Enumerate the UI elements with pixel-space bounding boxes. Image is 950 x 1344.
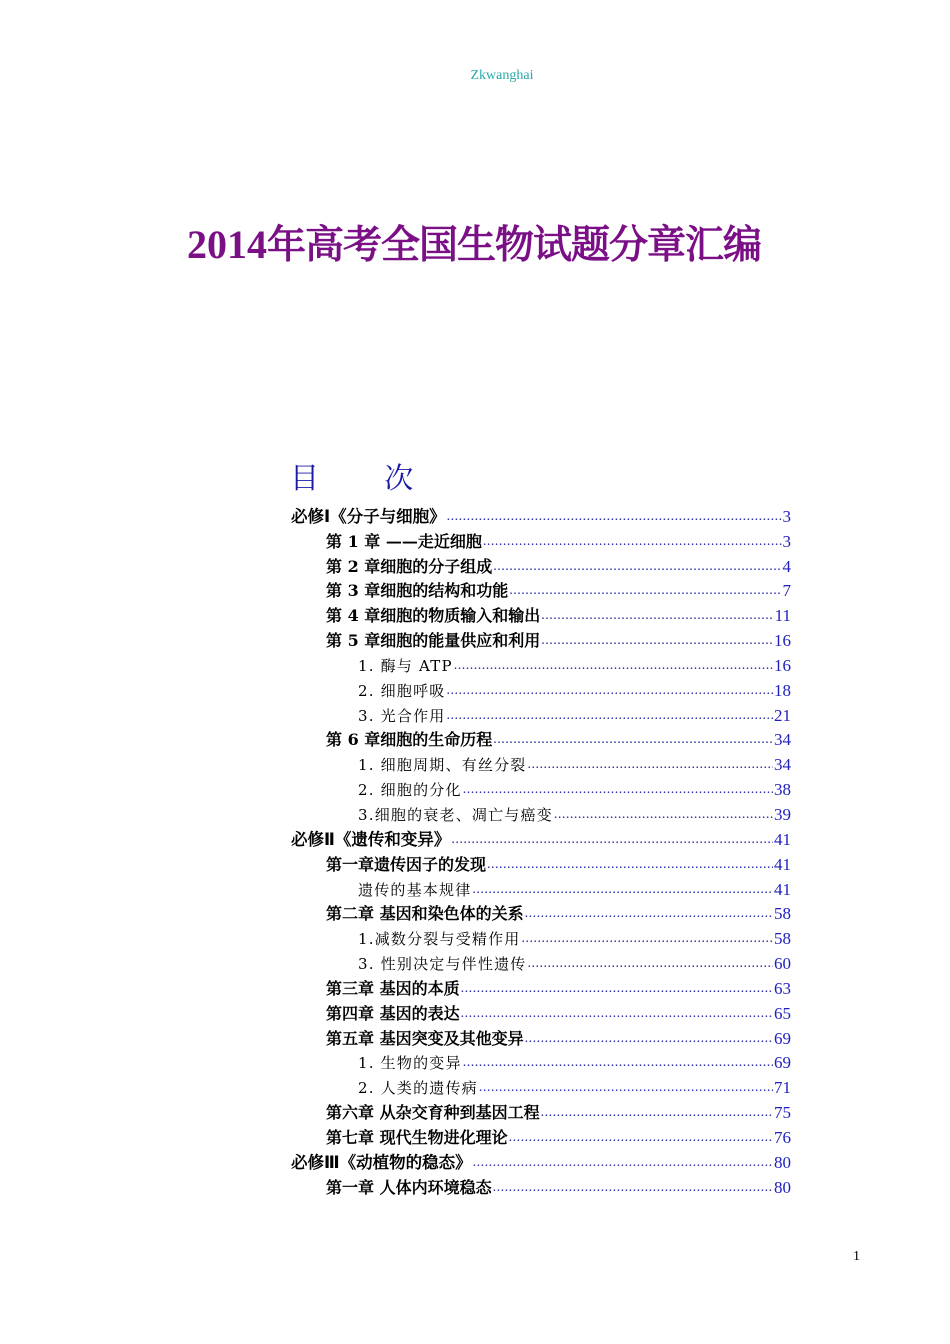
toc-leader-dots <box>493 557 781 577</box>
toc-entry-page: 16 <box>774 655 791 675</box>
toc-entry[interactable] <box>291 999 791 1024</box>
toc-entry-page: 3 <box>782 531 791 551</box>
toc-entry[interactable] <box>291 1024 791 1049</box>
toc-entry[interactable] <box>291 1148 791 1173</box>
toc-leader-dots <box>479 1078 773 1098</box>
toc-entry-label: 第 1 章 ——走近细胞 <box>326 531 482 551</box>
toc-entry-label: 必修Ⅰ《分子与细胞》 <box>291 506 446 526</box>
toc-entry-label: 必修Ⅲ《动植物的稳态》 <box>291 1152 472 1172</box>
toc-entry[interactable] <box>291 1073 791 1098</box>
toc-leader-dots <box>461 1004 773 1024</box>
toc-entry-label: 2. 细胞的分化 <box>358 781 462 800</box>
toc-entry[interactable] <box>291 825 791 850</box>
toc-entry[interactable] <box>291 775 791 800</box>
toc-entry[interactable] <box>291 527 791 552</box>
page-number: 1 <box>853 1249 860 1264</box>
toc-entry[interactable] <box>291 1173 791 1198</box>
toc-entry-label: 第七章 现代生物进化理论 <box>326 1127 508 1147</box>
toc-leader-dots <box>541 631 773 651</box>
toc-entry-label: 第一章 人体内环境稳态 <box>326 1177 492 1197</box>
toc-entry-label: 第三章 基因的本质 <box>326 978 460 998</box>
toc-leader-dots <box>527 954 773 974</box>
toc-leader-dots <box>454 656 773 676</box>
toc-entry-page: 7 <box>782 581 791 601</box>
toc-entry-page: 11 <box>774 606 791 626</box>
toc-entry-page: 71 <box>774 1078 791 1098</box>
toc-entry-page: 3 <box>782 506 791 526</box>
toc-entry[interactable] <box>291 949 791 974</box>
toc-leader-dots <box>509 1128 773 1148</box>
toc-entry-label: 2. 人类的遗传病 <box>358 1079 478 1098</box>
toc-entry-page: 38 <box>774 780 791 800</box>
toc-entry[interactable] <box>291 974 791 999</box>
toc-leader-dots <box>522 929 773 949</box>
toc-leader-dots <box>554 805 773 825</box>
toc-entry-label: 1. 生物的变异 <box>358 1054 462 1073</box>
toc-entry-page: 58 <box>774 929 791 949</box>
toc-entry-label: 第二章 基因和染色体的关系 <box>326 904 524 924</box>
toc-entry-page: 41 <box>774 829 791 849</box>
toc-leader-dots <box>463 1053 773 1073</box>
toc-leader-dots <box>541 606 773 626</box>
toc-entry[interactable] <box>291 577 791 602</box>
page-header: Zkwanghai <box>470 68 534 83</box>
toc-leader-dots <box>493 1178 773 1198</box>
toc-entry-label: 第 2 章细胞的分子组成 <box>326 556 493 576</box>
toc-entry-page: 34 <box>774 730 791 750</box>
toc-entry-label: 第 6 章细胞的生命历程 <box>326 730 493 750</box>
toc-entry-page: 39 <box>774 804 791 824</box>
toc-leader-dots <box>509 581 781 601</box>
toc-leader-dots <box>527 755 773 775</box>
toc-entry-label: 第一章遗传因子的发现 <box>326 854 487 874</box>
title-text: 年高考全国生物试题分章汇编 <box>267 223 762 268</box>
toc-entry-label: 第五章 基因突变及其他变异 <box>326 1028 524 1048</box>
toc-entry[interactable] <box>291 900 791 925</box>
toc-entry[interactable] <box>291 626 791 651</box>
toc-entry[interactable] <box>291 1049 791 1074</box>
document-title <box>187 214 761 270</box>
toc-entry-page: 63 <box>774 978 791 998</box>
toc-entry-page: 41 <box>774 879 791 899</box>
toc-entry-label: 1. 细胞周期、有丝分裂 <box>358 756 527 775</box>
toc-entry-label: 必修Ⅱ《遗传和变异》 <box>291 829 451 849</box>
toc-leader-dots <box>487 855 773 875</box>
toc-leader-dots <box>483 532 782 552</box>
toc-entry[interactable] <box>291 676 791 701</box>
toc-entry-label: 遗传的基本规律 <box>358 880 472 899</box>
toc-entry[interactable] <box>291 924 791 949</box>
toc-entry[interactable] <box>291 552 791 577</box>
toc-entry[interactable] <box>291 601 791 626</box>
toc-entry-page: 16 <box>774 631 791 651</box>
toc-entry-page: 75 <box>774 1103 791 1123</box>
toc-entry-label: 第 5 章细胞的能量供应和利用 <box>326 631 541 651</box>
toc-leader-dots <box>472 880 773 900</box>
toc-leader-dots <box>461 979 773 999</box>
toc-leader-dots <box>541 1103 773 1123</box>
toc-leader-dots <box>525 1029 773 1049</box>
toc-entry-page: 41 <box>774 854 791 874</box>
toc-entry-page: 80 <box>774 1177 791 1197</box>
toc-entry-page: 4 <box>782 556 791 576</box>
toc-entry-page: 69 <box>774 1028 791 1048</box>
toc-entry-label: 1.减数分裂与受精作用 <box>358 930 521 949</box>
toc-entry-page: 60 <box>774 954 791 974</box>
toc-entry[interactable] <box>291 750 791 775</box>
table-of-contents <box>291 502 791 1198</box>
toc-leader-dots <box>446 706 773 726</box>
toc-entry-page: 34 <box>774 755 791 775</box>
toc-entry-label: 第四章 基因的表达 <box>326 1003 460 1023</box>
toc-entry-label: 1. 酶与 ATP <box>358 656 453 675</box>
toc-entry-page: 69 <box>774 1053 791 1073</box>
toc-entry[interactable] <box>291 800 791 825</box>
toc-heading: 目 次 <box>290 461 442 495</box>
toc-leader-dots <box>451 830 773 850</box>
toc-entry-page: 18 <box>774 680 791 700</box>
toc-entry[interactable] <box>291 850 791 875</box>
toc-entry[interactable] <box>291 651 791 676</box>
toc-entry-label: 2. 细胞呼吸 <box>358 681 446 700</box>
toc-entry-page: 65 <box>774 1003 791 1023</box>
toc-entry[interactable] <box>291 502 791 527</box>
toc-entry-page: 21 <box>774 705 791 725</box>
toc-entry-label: 第六章 从杂交育种到基因工程 <box>326 1103 540 1123</box>
toc-leader-dots <box>446 681 773 701</box>
toc-entry[interactable] <box>291 1098 791 1123</box>
toc-entry[interactable] <box>291 726 791 751</box>
toc-entry-label: 3. 光合作用 <box>358 706 446 725</box>
toc-entry[interactable] <box>291 875 791 900</box>
toc-entry-page: 76 <box>774 1127 791 1147</box>
title-year: 2014 <box>187 222 267 267</box>
toc-leader-dots <box>447 507 782 527</box>
toc-entry[interactable] <box>291 1123 791 1148</box>
toc-entry[interactable] <box>291 701 791 726</box>
toc-entry-page: 58 <box>774 904 791 924</box>
toc-leader-dots <box>473 1153 773 1173</box>
toc-entry-label: 第 4 章细胞的物质输入和输出 <box>326 606 541 626</box>
toc-entry-label: 第 3 章细胞的结构和功能 <box>326 581 509 601</box>
toc-leader-dots <box>463 780 773 800</box>
toc-leader-dots <box>493 730 773 750</box>
toc-entry-label: 3. 性别决定与伴性遗传 <box>358 955 527 974</box>
toc-entry-label: 3.细胞的衰老、凋亡与癌变 <box>358 805 553 824</box>
toc-entry-page: 80 <box>774 1152 791 1172</box>
toc-leader-dots <box>525 904 773 924</box>
